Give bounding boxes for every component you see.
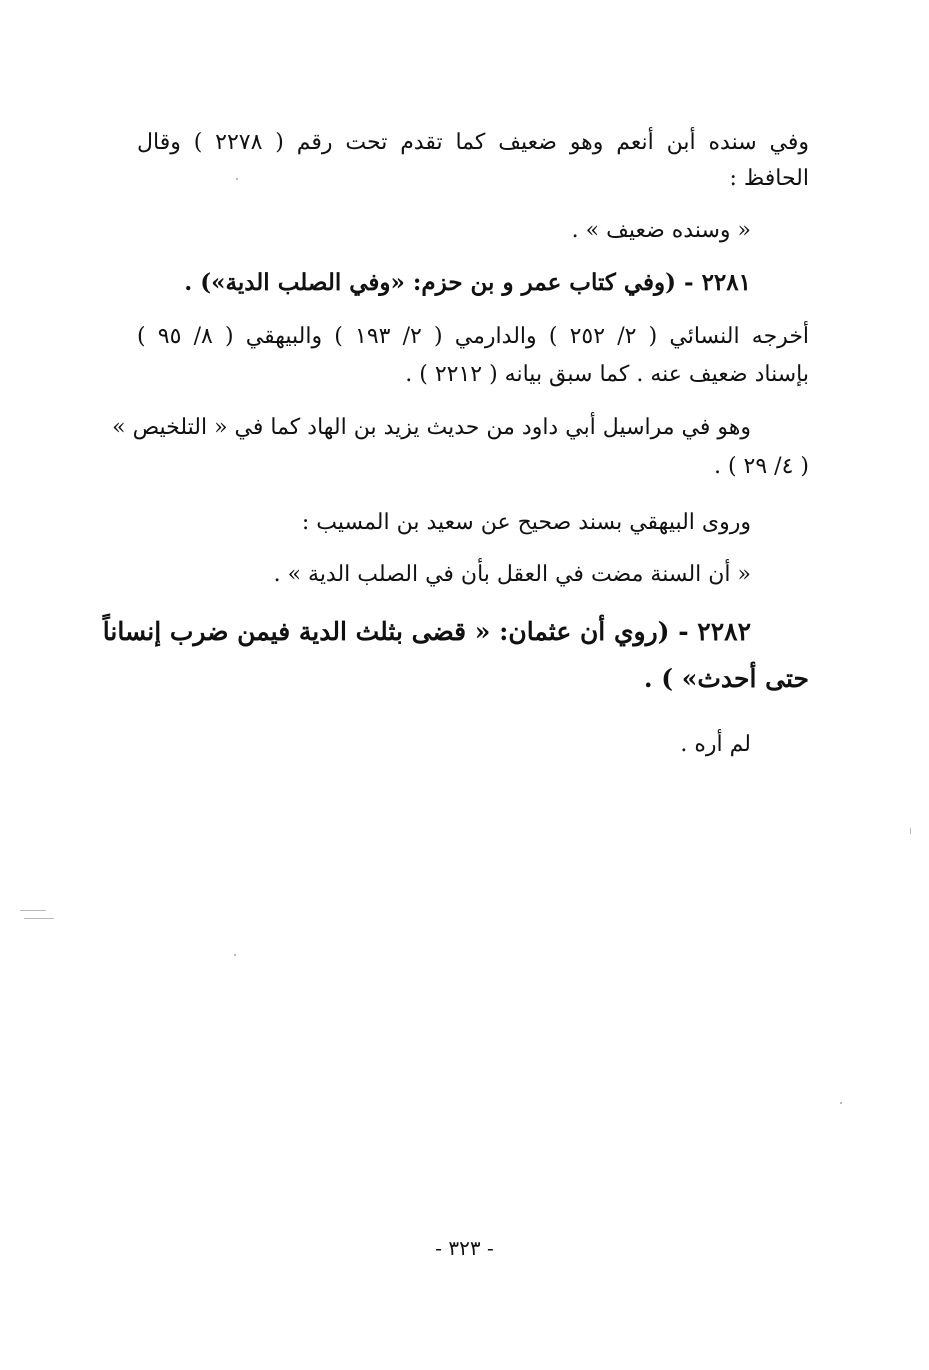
text-line: الحافظ :: [729, 166, 809, 191]
page-number: - ٣٢٣ -: [435, 1236, 494, 1260]
text-line: وروى البيهقي بسند صحيح عن سعيد بن المسيب :: [301, 510, 751, 535]
scan-speck: [24, 918, 54, 919]
quote-line: « أن السنة مضت في العقل بأن في الصلب الدية » .: [273, 562, 751, 587]
text-line: وهو في مراسيل أبي داود من حديث يزيد بن الهاد كما في « التلخيص »: [112, 415, 751, 440]
scan-speck: [20, 910, 46, 911]
text-line: لم أره .: [680, 732, 751, 757]
hadith-heading-2281: ٢٢٨١ - (وفي كتاب عمر و بن حزم: «وفي الصلب الدية») .: [184, 269, 751, 296]
text-line: ( ٤/ ٢٩ ) .: [713, 454, 809, 479]
text-line: بإسناد ضعيف عنه . كما سبق بيانه ( ٢٢١٢ ) .: [405, 362, 809, 387]
text-line: وفي سنده أبن أنعم وهو ضعيف كما تقدم تحت رقم ( ٢٢٧٨ ) وقال: [137, 130, 809, 155]
hadith-heading-2282-cont: حتى أحدث» ) .: [643, 664, 809, 693]
scan-speck: [910, 828, 911, 834]
text-line: أخرجه النسائي ( ٢/ ٢٥٢ ) والدارمي ( ٢/ ١٩٣ ) والبيهقي ( ٨/ ٩٥ ): [137, 324, 810, 349]
quote-line: « وسنده ضعيف » .: [571, 218, 751, 243]
scan-speck: [234, 954, 236, 956]
scan-speck: [236, 178, 238, 180]
scan-speck: [840, 1102, 842, 1104]
hadith-heading-2282: ٢٢٨٢ - (روي أن عثمان: « قضى بثلث الدية فيمن ضرب إنساناً: [102, 617, 751, 646]
